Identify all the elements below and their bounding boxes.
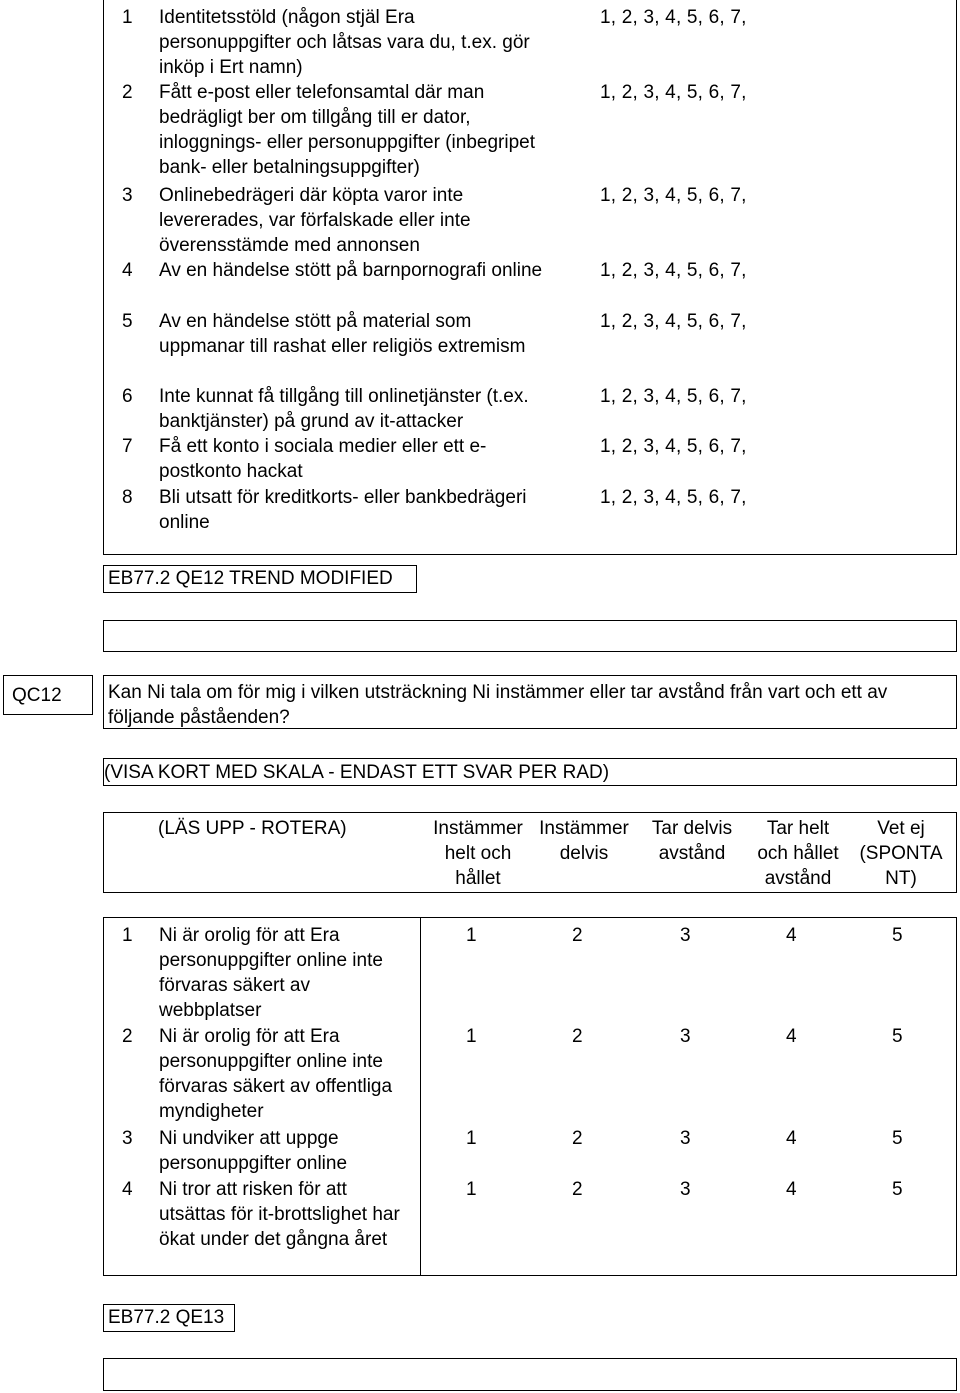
incident-list-box [103,0,957,555]
scale-3: 3 [680,1179,691,1200]
empty-box [103,620,957,652]
scale-4: 4 [786,1026,797,1047]
header-agree-totally: Instämmer helt och hållet [433,818,523,889]
scale-4: 4 [786,925,797,946]
trend-label-box [103,565,417,593]
item-number: 5 [122,311,133,332]
question-text: Kan Ni tala om för mig i vilken utsträckning Ni instämmer eller tar avstånd från vart och ett av följande påståenden? [108,682,888,728]
answer-codes: 1, 2, 3, 4, 5, 6, 7, [600,82,747,103]
statement-text: Ni tror att risken för att utsättas för it-brottslighet har ökat under det gångna året [159,1179,400,1250]
item-text: Fått e-post eller telefonsamtal där man bedrägligt ber om tillgång till er dator, inloggnings- eller personuppgifter (inbegripet bank- eller betalningsuppgifter) [159,82,536,178]
instruction-box [103,758,957,786]
item-number: 3 [122,185,133,206]
answer-codes: 1, 2, 3, 4, 5, 6, 7, [600,436,747,457]
statement-text: Ni undviker att uppge personuppgifter online [159,1128,348,1174]
item-number: 7 [122,436,133,457]
scale-2: 2 [572,925,583,946]
question-text-box [103,675,957,729]
scale-5: 5 [892,1026,903,1047]
statement-number: 2 [122,1026,133,1047]
item-number: 4 [122,260,133,281]
statement-text: Ni är orolig för att Era personuppgifter online inte förvaras säkert av offentliga myndigheter [159,1026,393,1122]
scale-3: 3 [680,1128,691,1149]
item-text: Av en händelse stött på barnpornografi online [159,260,543,281]
header-dont-know: Vet ej (SPONTA NT) [859,818,943,889]
item-text: Onlinebedrägeri där köpta varor inte levererades, var förfalskade eller inte överensstämde med annonsen [159,185,471,256]
item-text: Få ett konto i sociala medier eller ett e- postkonto hackat [159,436,487,482]
item-number: 8 [122,487,133,508]
scale-3: 3 [680,925,691,946]
statement-text: Ni är orolig för att Era personuppgifter online inte förvaras säkert av webbplatser [159,925,383,1021]
scale-5: 5 [892,1179,903,1200]
header-disagree-totally: Tar helt och hållet avstånd [757,818,839,889]
scale-5: 5 [892,1128,903,1149]
item-number: 2 [122,82,133,103]
statements-box [103,917,957,1276]
item-text: Bli utsatt för kreditkorts- eller bankbedrägeri online [159,487,527,533]
scale-1: 1 [466,925,477,946]
scale-1: 1 [466,1026,477,1047]
statement-number: 4 [122,1179,133,1200]
item-text: Inte kunnat få tillgång till onlinetjänster (t.ex. banktjänster) på grund av it-attacker [159,386,529,432]
answer-codes: 1, 2, 3, 4, 5, 6, 7, [600,311,747,332]
scale-1: 1 [466,1179,477,1200]
question-id-box [3,675,93,715]
answer-codes: 1, 2, 3, 4, 5, 6, 7, [600,386,747,407]
answer-codes: 1, 2, 3, 4, 5, 6, 7, [600,7,747,28]
item-text: Av en händelse stött på material som uppmanar till rashat eller religiös extremism [159,311,526,357]
scale-2: 2 [572,1128,583,1149]
scale-3: 3 [680,1026,691,1047]
scale-2: 2 [572,1026,583,1047]
footer-label: EB77.2 QE13 [108,1307,225,1328]
scale-1: 1 [466,1128,477,1149]
instruction-text: (VISA KORT MED SKALA - ENDAST ETT SVAR PER RAD) [104,762,610,783]
header-agree-somewhat: Instämmer delvis [539,818,629,864]
scale-2: 2 [572,1179,583,1200]
header-disagree-somewhat: Tar delvis avstånd [651,818,733,864]
answer-codes: 1, 2, 3, 4, 5, 6, 7, [600,260,747,281]
statement-number: 1 [122,925,133,946]
scale-5: 5 [892,925,903,946]
column-divider [420,918,421,1275]
footer-label-box [103,1304,235,1332]
item-number: 1 [122,7,133,28]
rotate-label: (LÄS UPP - ROTERA) [158,818,347,839]
statement-number: 3 [122,1128,133,1149]
answer-codes: 1, 2, 3, 4, 5, 6, 7, [600,487,747,508]
empty-footer-box [103,1358,957,1391]
trend-label: EB77.2 QE12 TREND MODIFIED [108,568,393,589]
item-number: 6 [122,386,133,407]
answer-codes: 1, 2, 3, 4, 5, 6, 7, [600,185,747,206]
scale-header-box [103,812,957,893]
item-text: Identitetsstöld (någon stjäl Era personuppgifter och låtsas vara du, t.ex. gör inköp i Ert namn) [159,7,530,78]
scale-4: 4 [786,1179,797,1200]
question-id: QC12 [12,685,62,706]
scale-4: 4 [786,1128,797,1149]
